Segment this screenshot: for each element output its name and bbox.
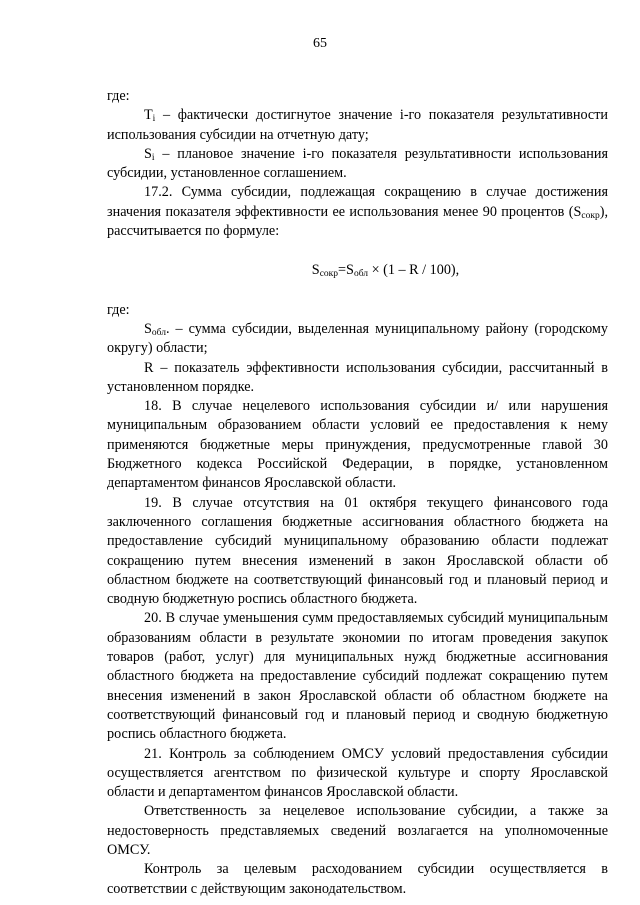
paragraph-19: 19. В случае отсутствия на 01 октября текущего финансового года заключенного соглашения бюджетные ассигнования областного бюджета на предоставление субсидий муниципальному образованию области подлежат сокращению путем внесения изменений в закон Ярославской области об областном бюджете на соответствующий финансовый год и плановый период и сводную бюджетную роспись областного бюджета.	[107, 494, 608, 608]
definition-si: $S_i$ – плановое значение i-го показателя результативности использования субсидии, установленное соглашением.	[107, 145, 608, 182]
page-number: 65	[313, 36, 327, 51]
paragraph-21: 21. Контроль за соблюдением ОМСУ условий предоставления субсидии осуществляется агентством по физической культуре и спорту Ярославской области и департаментом финансов Ярославской области.	[107, 745, 608, 801]
paragraph-18: 18. В случае нецелевого использования субсидии и/ или нарушения муниципальным образованием области условий ее предоставления к нему применяются бюджетные меры принуждения, предусмотренные главой 30 Бюджетного кодекса Российской Федерации, в порядке, установленном департаментом финансов Ярославской области.	[107, 398, 608, 492]
paragraph-17-2: 17.2. Сумма субсидии, подлежащая сокращению в случае достижения значения показателя эффективности ее использования менее 90 процентов $(S_{сокр})$, рассчитывается по формуле:	[107, 184, 608, 240]
paragraph-control: Контроль за целевым расходованием субсидии осуществляется в соответствии с действующим законодательством.	[107, 861, 608, 897]
definition-sobl: $S_{обл}$. – сумма субсидии, выделенная муниципальному району (городскому округу) области;	[107, 320, 608, 357]
where-label-1: где:	[107, 88, 130, 104]
definition-ti: $T_i$ – фактически достигнутое значение i-го показателя результативности использования субсидии на отчетную дату;	[107, 107, 608, 143]
document-body	[107, 87, 608, 899]
definition-r: R – показатель эффективности использования субсидии, рассчитанный в установленном порядке.	[107, 359, 608, 395]
paragraph-20: 20. В случае уменьшения сумм предоставляемых субсидий муниципальным образованиям области в результате экономии по итогам проведения закупок товаров (работ, услуг) для муниципальных нужд бюджетные ассигнования областного бюджета на предоставление субсидий подлежат сокращению путем внесения изменений в закон Ярославской области об областном бюджете на соответствующий финансовый год и плановый период и сводную бюджетную роспись областного бюджета.	[107, 610, 608, 743]
where-label-2: где:	[107, 301, 130, 318]
paragraph-responsibility: Ответственность за нецелевое использование субсидии, а также за недостоверность представляемых сведений возлагается на уполномоченные ОМСУ.	[107, 803, 608, 858]
formula-reduction: $S_{сокр}=S_{обл} \times (1 - R / 100)$,	[311, 262, 460, 280]
